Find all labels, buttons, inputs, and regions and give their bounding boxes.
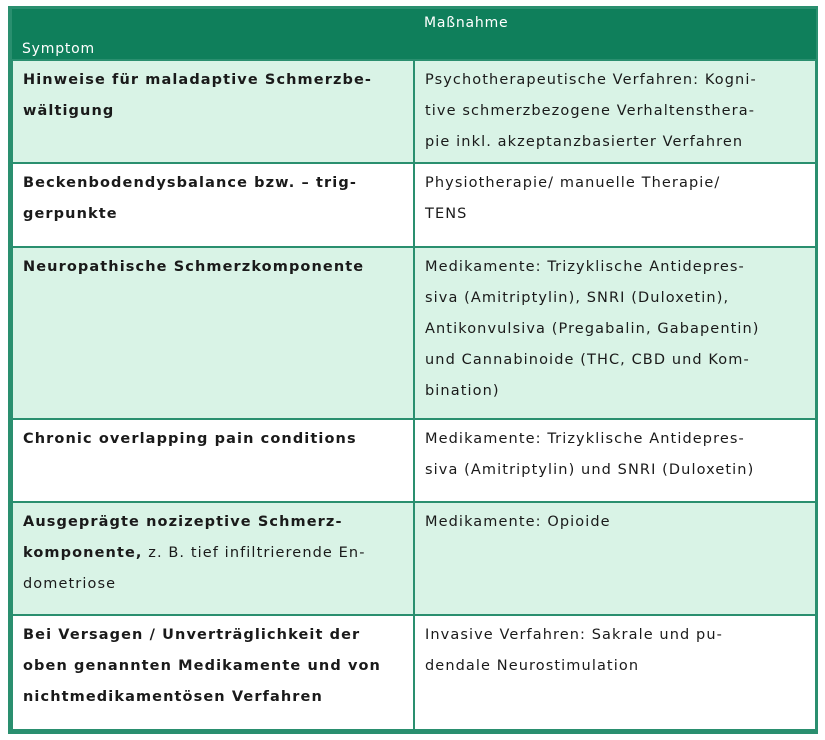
measure-text: Medikamente: Trizyklische Antidepres- siva (Amitriptylin), SNRI (Duloxetin), Antikonvulsiva (Pregabalin, Gabapentin) und Cannabinoide (THC, CBD und Kom- bination): [425, 258, 760, 399]
table-row: [12, 615, 816, 730]
symptom-cell: [12, 163, 414, 246]
measure-text: Medikamente: Opioide: [425, 513, 611, 530]
symptom-measure-table: [11, 9, 817, 731]
therapy-table-frame: [8, 6, 818, 734]
measure-cell: [414, 60, 816, 163]
symptom-text-normal: z. B. tief infiltrierende En- dometriose: [23, 544, 366, 592]
header-symptom: Symptom: [12, 9, 414, 60]
symptom-text-bold: Ausgeprägte nozizeptive Schmerz- komponente,: [23, 513, 343, 561]
table-row: [12, 419, 816, 502]
symptom-cell: [12, 419, 414, 502]
symptom-text: Beckenbodendysbalance bzw. – trig- gerpunkte: [23, 175, 357, 223]
symptom-text: Chronic overlapping pain conditions: [23, 430, 357, 447]
symptom-cell: [12, 615, 414, 730]
measure-text: Medikamente: Trizyklische Antidepres- siva (Amitriptylin) und SNRI (Duloxetin): [425, 430, 755, 478]
measure-cell: [414, 615, 816, 730]
measure-cell: [414, 247, 816, 419]
table-row: [12, 60, 816, 163]
symptom-cell: [12, 60, 414, 163]
symptom-text: Bei Versagen / Unverträglichkeit der oben genannten Medikamente und von nichtmedikamentösen Verfahren: [23, 627, 381, 706]
header-measure: Maßnahme: [414, 9, 816, 60]
measure-text: Physiotherapie/ manuelle Therapie/ TENS: [425, 175, 721, 223]
table-header-row: [12, 9, 816, 60]
measure-cell: [414, 419, 816, 502]
table-row: [12, 247, 816, 419]
symptom-cell: [12, 502, 414, 616]
symptom-cell: [12, 247, 414, 419]
measure-text: Psychotherapeutische Verfahren: Kogni- tive schmerzbezogene Verhaltensthera- pie inkl. akzeptanzbasierter Verfahren: [425, 72, 757, 150]
measure-cell: [414, 502, 816, 616]
table-row: [12, 163, 816, 246]
measure-cell: [414, 163, 816, 246]
measure-text: Invasive Verfahren: Sakrale und pu- dendale Neurostimulation: [425, 627, 723, 675]
symptom-text: Hinweise für maladaptive Schmerzbe- wältigung: [23, 72, 373, 119]
table-row: [12, 502, 816, 616]
symptom-text: Neuropathische Schmerzkomponente: [23, 258, 365, 275]
